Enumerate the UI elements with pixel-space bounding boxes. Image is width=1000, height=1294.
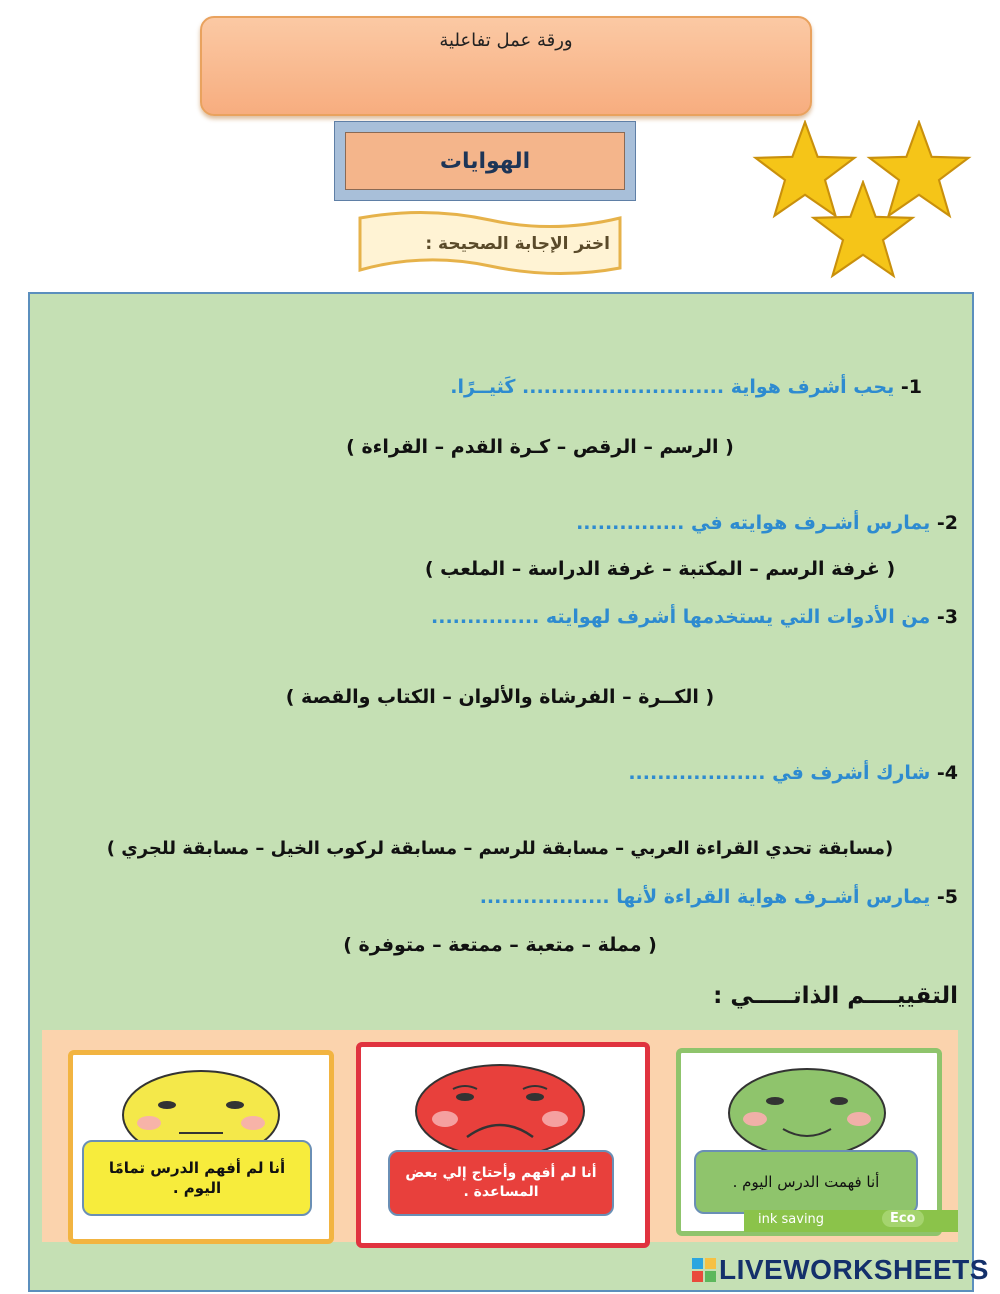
question-text: من الأدوات التي يستخدمها أشرف لهوايته ............... — [431, 606, 931, 628]
worksheet-title: ورقة عمل تفاعلية — [439, 30, 573, 51]
question-number: 4- — [936, 762, 958, 784]
question-number: 5- — [936, 886, 958, 908]
eco-label: Eco — [882, 1210, 924, 1227]
question-4 — [628, 762, 958, 784]
question-5 — [480, 886, 958, 908]
self-evaluation-heading: التقييــــم الذاتـــــي : — [713, 983, 958, 1009]
question-number: 1- — [900, 376, 922, 398]
question-3 — [431, 606, 958, 628]
evaluation-card-sad[interactable] — [356, 1042, 650, 1248]
subject-box — [334, 121, 636, 201]
question-text: شارك أشرف في ................... — [628, 762, 931, 784]
question-1 — [450, 376, 922, 398]
question-number: 2- — [936, 512, 958, 534]
subject-title: الهوايات — [345, 132, 625, 190]
evaluation-caption: أنا فهمت الدرس اليوم . — [694, 1150, 918, 1214]
liveworksheets-logo-icon — [692, 1258, 716, 1282]
star-icon — [810, 180, 916, 280]
question-5-options: ( مملة – متعبة – ممتعة – متوفرة ) — [343, 934, 657, 956]
question-text: يمارس أشـرف هواية القراءة لأنها .................. — [479, 886, 931, 908]
worksheet-title-banner — [200, 16, 812, 116]
ink-saving-label: ink saving — [758, 1212, 825, 1227]
happy-face-icon — [717, 1063, 897, 1159]
evaluation-caption: أنا لم أفهم الدرس تمامًا اليوم . — [82, 1140, 312, 1216]
question-text: يمارس أشـرف هوايته في ............... — [576, 512, 931, 534]
sad-face-icon — [405, 1059, 595, 1163]
instruction-text: اختر الإجابة الصحيحة : — [425, 234, 610, 254]
brand-name: LIVEWORKSHEETS — [719, 1254, 989, 1285]
question-text: يحب أشرف هواية ............................ كَثيــرًا. — [450, 376, 895, 398]
question-number: 3- — [936, 606, 958, 628]
ink-saving-bar — [744, 1210, 958, 1232]
liveworksheets-brand[interactable] — [692, 1254, 989, 1286]
question-2-options: ( غرفة الرسم – المكتبة – غرفة الدراسة – الملعب ) — [424, 558, 896, 580]
evaluation-caption: أنا لم أفهم وأحتاج إلي بعض المساعدة . — [388, 1150, 614, 1216]
question-2 — [576, 512, 958, 534]
question-1-options: ( الرسم – الرقص – كـرة القدم – القراءة ) — [346, 436, 734, 458]
question-3-options: ( الكــرة – الفرشاة والألوان – الكتاب والقصة ) — [285, 686, 715, 708]
question-4-options: (مسابقة تحدي القراءة العربي – مسابقة للرسم – مسابقة لركوب الخيل – مسابقة للجري ) — [106, 838, 894, 859]
